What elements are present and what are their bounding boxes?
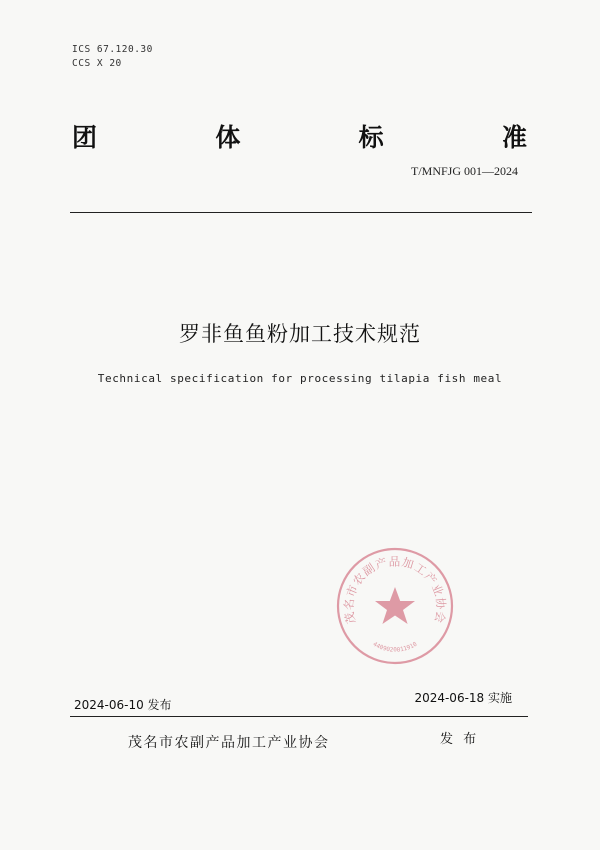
seal-text: 茂名市农副产品加工产业协会 — [341, 554, 449, 626]
publish-label: 发 布 — [440, 732, 480, 747]
bottom-divider — [70, 716, 528, 717]
standard-type-char-1: 团 — [72, 123, 98, 152]
standard-number: T/MNFJG 001—2024 — [410, 164, 518, 178]
standard-type-heading — [72, 118, 527, 154]
document-title-en: Technical specification for processing tilapia fish meal — [97, 372, 503, 385]
ics-code: ICS 67.120.30 — [72, 44, 153, 55]
standard-type-char-4: 准 — [501, 123, 527, 152]
seal-code: 4409020011910 — [371, 640, 419, 654]
publisher-name: 茂名市农副产品加工产业协会 — [128, 735, 330, 751]
svg-text:4409020011910 — [372, 640, 419, 653]
association-seal — [334, 545, 456, 667]
ccs-code: CCS X 20 — [72, 58, 122, 69]
release-date: 2024-06-10 发布 — [74, 698, 172, 712]
implementation-date: 2024-06-18 实施 — [414, 691, 512, 705]
top-divider — [70, 212, 532, 213]
standard-type-char-2: 体 — [215, 123, 241, 152]
standard-type-char-3: 标 — [358, 123, 384, 152]
seal-star-icon — [375, 587, 415, 624]
document-title-zh: 罗非鱼鱼粉加工技术规范 — [179, 322, 421, 346]
